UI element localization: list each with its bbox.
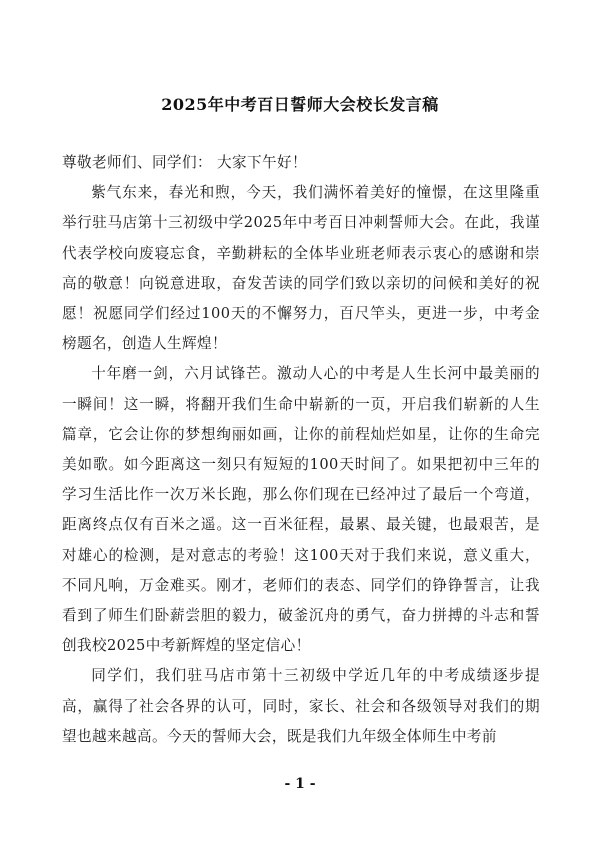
page-number: - 1 - xyxy=(284,776,316,792)
document-body xyxy=(62,148,540,752)
document-title: 2025年中考百日誓师大会校长发言稿 xyxy=(161,95,439,114)
salutation: 尊敬老师们、同学们： 大家下午好！ xyxy=(62,154,307,171)
paragraph-3: 同学们，我们驻马店市第十三初级中学近几年的中考成绩逐步提高，赢得了社会各界的认可，同时，家长、社会和各级领导对我们的期望也越来越高。今天的誓师大会，既是我们九年级全体师生中考前 xyxy=(62,667,540,745)
paragraph-2: 十年磨一剑，六月试锋芒。激动人心的中考是人生长河中最美丽的一瞬间！这一瞬，将翻开我们生命中崭新的一页，开启我们崭新的人生篇章，它会让你的梦想绚丽如画，让你的前程灿烂如星，让你的生命完美如歌。如今距离这一刻只有短短的100天时间了。如果把初中三年的学习生活比作一次万米长跑，那么你们现在已经冲过了最后一个弯道，距离终点仅有百米之遥。这一百米征程，最累、最关键，也最艰苦，是对雄心的检测，是对意志的考验！这100天对于我们来说，意义重大，不同凡响，万金难买。刚才，老师们的表态、同学们的铮铮誓言，让我看到了师生们卧薪尝胆的毅力，破釜沉舟的勇气，奋力拼搏的斗志和誓创我校2025中考新辉煌的坚定信心！ xyxy=(62,365,540,655)
paragraph-1: 紫气东来，春光和煦，今天，我们满怀着美好的憧憬，在这里隆重举行驻马店第十三初级中学2025年中考百日冲刺誓师大会。在此，我谨代表学校向废寝忘食，辛勤耕耘的全体毕业班老师表示衷心的感谢和崇高的敬意！向锐意进取，奋发苦读的同学们致以亲切的问候和美好的祝愿！祝愿同学们经过100天的不懈努力，百尺竿头，更进一步，中考金榜题名，创造人生辉煌！ xyxy=(62,184,540,353)
